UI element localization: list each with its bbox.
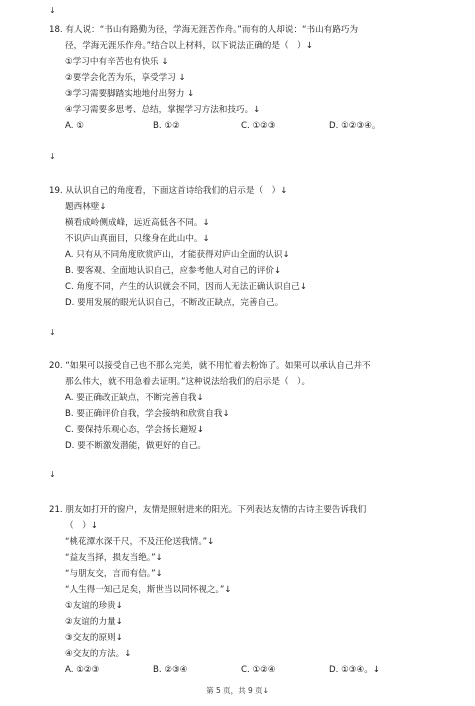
question-18-option-a: A. ①	[65, 121, 84, 131]
question-21-quote-3: “与朋友交，言而有信。”↓	[65, 569, 163, 579]
question-19	[49, 183, 429, 311]
question-18-option-b: B. ①②	[153, 121, 180, 131]
paragraph-mark: ↓	[49, 6, 56, 15]
page-number-footer: 第 5 页，共 9 页↓	[206, 686, 269, 695]
paragraph-mark: ↓	[49, 328, 56, 337]
question-18	[49, 22, 429, 134]
question-21-stem-line1: 21. 朋友如打开的窗户，友情是照射进来的阳光。下列表达友情的古诗主要告诉我们	[49, 505, 367, 515]
question-21-option-b: B. ②③④	[153, 665, 188, 675]
question-21-option-c: C. ①②④	[241, 665, 276, 675]
question-20-option-d: D. 要不断激发潜能，做更好的自己。	[65, 441, 206, 451]
question-20-stem-line2: 那么伟大，就不用急着去证明。”这种说法给我们的启示是（ ）。	[65, 377, 311, 387]
question-18-options	[49, 118, 429, 134]
question-21-quote-1: “桃花潭水深千尺，不及汪伦送我情。”↓	[65, 537, 215, 547]
question-19-option-c: C. 角度不同，产生的认识就会不同，因而人无法正确认识自己↓	[65, 282, 308, 292]
question-21-stem-line2: （ ）↓	[65, 521, 98, 531]
question-19-poem-line2: 不识庐山真面目，只缘身在此山中。↓	[65, 234, 210, 244]
question-21-item-3: ③交友的原则↓	[65, 633, 123, 643]
question-21-quote-2: “益友当择，损友当绝。”↓	[65, 553, 163, 563]
question-21-item-4: ④交友的方法。↓	[65, 649, 132, 659]
paragraph-mark: ↓	[49, 152, 56, 161]
question-20-option-a: A. 要正确改正缺点，不断完善自我↓	[65, 393, 204, 403]
question-18-option-d: D. ①②③④。	[329, 121, 381, 131]
question-19-option-b: B. 要客观、全面地认识自己，应参考他人对自己的评价↓	[65, 266, 282, 276]
question-19-option-a: A. 只有从不同角度欣赏庐山，才能获得对庐山全面的认识↓	[65, 250, 290, 260]
paragraph-mark: ↓	[49, 470, 56, 479]
question-18-item-2: ②要学会化苦为乐，享受学习 ↓	[65, 73, 186, 83]
question-18-stem-line2: 径，学海无涯乐作舟。”结合以上材料，以下说法正确的是（ ）↓	[65, 41, 313, 51]
question-20-option-c: C. 要保持乐观心态，学会扬长避短↓	[65, 425, 204, 435]
question-18-item-4: ④学习需要多思考、总结，掌握学习方法和技巧。↓	[65, 105, 261, 115]
question-20-option-b: B. 要正确评价自我，学会接纳和欣赏自我↓	[65, 409, 230, 419]
question-19-poem-line1: 横看成岭侧成峰，远近高低各不同。↓	[65, 218, 210, 228]
question-19-poem-title: 题西林壁↓	[65, 202, 107, 212]
question-21-item-1: ①友谊的珍贵↓	[65, 601, 123, 611]
question-19-stem: 19. 从认识自己的角度看，下面这首诗给我们的启示是（ ）↓	[49, 186, 288, 196]
question-18-item-3: ③学习需要脚踏实地地付出努力 ↓	[65, 89, 195, 99]
question-19-option-d: D. 要用发展的眼光认识自己，不断改正缺点，完善自己。	[65, 298, 284, 308]
question-18-stem-line1: 18. 有人说：“书山有路勤为径，学海无涯苦作舟。”而有的人却说：“书山有路巧为	[49, 25, 359, 35]
question-21-option-a: A. ①②③	[65, 665, 100, 675]
question-21-option-d: D. ①③④。↓	[329, 665, 380, 675]
question-21-quote-4: “人生得一知己足矣，斯世当以同怀视之。”↓	[65, 585, 232, 595]
question-18-option-c: C. ①②③	[241, 121, 276, 131]
question-21-options	[49, 662, 429, 678]
question-21	[49, 502, 429, 678]
question-18-item-1: ①学习中有辛苦也有快乐 ↓	[65, 57, 169, 67]
question-21-item-2: ②友谊的力量↓	[65, 617, 123, 627]
question-20	[49, 358, 429, 454]
question-20-stem-line1: 20. “如果可以接受自己也不那么完美，就不用忙着去粉饰了。如果可以承认自己并不	[49, 361, 371, 371]
